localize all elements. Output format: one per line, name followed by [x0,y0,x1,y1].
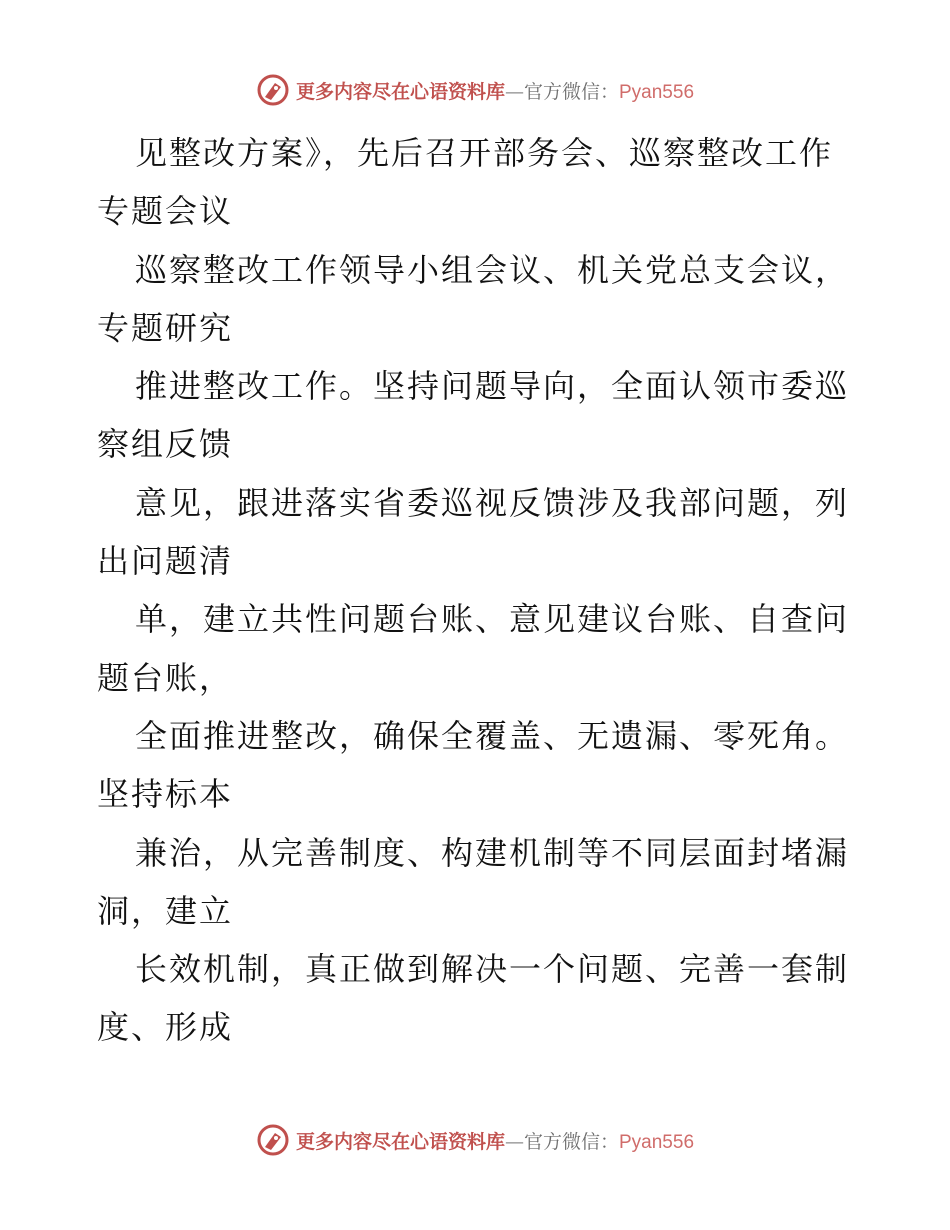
text-line: 专题会议 [97,192,234,231]
footer-banner [0,1120,950,1160]
banner-wechat-label: 官方微信： [523,80,619,103]
text-line: 坚持标本 [97,775,234,814]
text-line: 巡察整改工作领导小组会议、机关党总支会议， [135,250,850,289]
banner-dash: — [504,80,524,103]
text-line: 题台账， [97,658,234,697]
banner-dash: — [504,1130,524,1153]
banner-wechat-id: Pyan556 [619,81,695,103]
banner-wechat-id: Pyan556 [619,1131,695,1153]
text-line: 专题研究 [97,308,234,347]
text-line: 见整改方案》，先后召开部务会、巡察整改工作 [135,134,834,172]
text-line: 单，建立共性问题台账、意见建议台账、自查问 [135,600,850,639]
text-line: 出问题清 [97,542,234,581]
text-line: 长效机制，真正做到解决一个问题、完善一套制 [135,950,850,989]
banner-text [296,1127,694,1154]
header-banner [0,70,950,110]
document-body [97,124,857,1057]
text-line: 推进整改工作。坚持问题导向，全面认领市委巡 [135,367,850,406]
text-line: 兼治，从完善制度、构建机制等不同层面封堵漏 [135,833,850,872]
text-line: 察组反馈 [97,425,234,464]
pen-nib-logo-icon [256,73,290,107]
pen-nib-logo-icon [256,1123,290,1157]
banner-site-name: 更多内容尽在心语资料库 [295,80,505,103]
text-line: 洞，建立 [97,891,234,930]
banner-wechat-label: 官方微信： [523,1130,619,1153]
text-line: 全面推进整改，确保全覆盖、无遗漏、零死角。 [135,716,850,755]
text-line: 度、形成 [97,1008,234,1047]
banner-text [296,77,694,104]
banner-site-name: 更多内容尽在心语资料库 [295,1130,505,1153]
text-line: 意见，跟进落实省委巡视反馈涉及我部问题，列 [135,483,850,522]
